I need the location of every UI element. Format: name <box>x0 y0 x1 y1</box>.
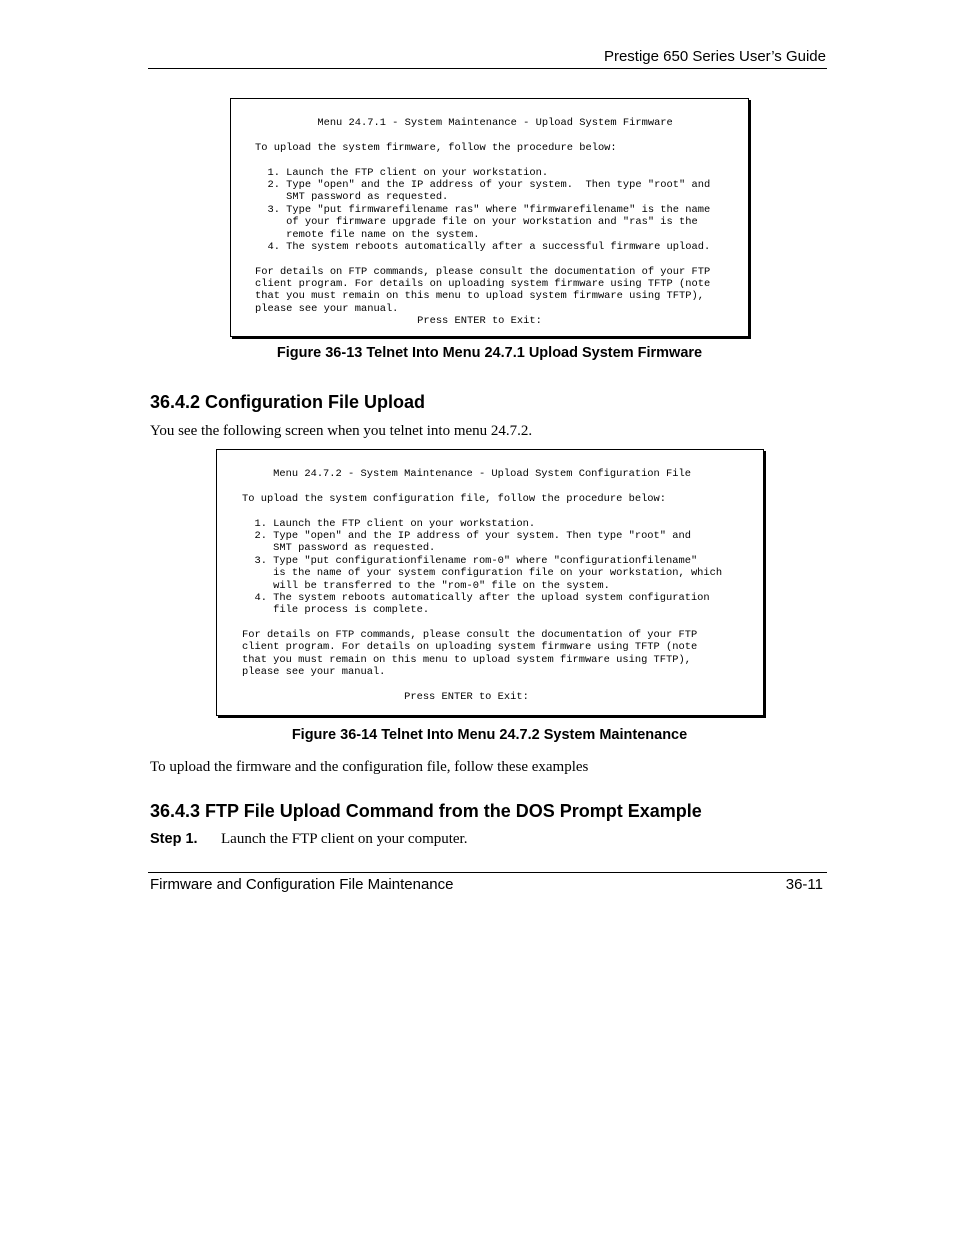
telnet-screen-menu-24-7-2 <box>216 449 764 716</box>
terminal-line: To upload the system configuration file, follow the procedure below: <box>242 492 667 505</box>
terminal-line <box>242 505 763 517</box>
terminal-line: Press ENTER to Exit: <box>242 691 529 704</box>
terminal-line <box>255 154 748 166</box>
terminal-line: Press ENTER to Exit: <box>255 315 542 328</box>
terminal-line: file process is complete. <box>242 604 430 617</box>
terminal-line <box>255 129 748 141</box>
terminal-line: 3. Type "put configurationfilename rom-0" where "configurationfilename" <box>242 554 698 567</box>
terminal-line: client program. For details on uploading system firmware using TFTP (note <box>242 641 698 654</box>
terminal-line: is the name of your system configuration file on your workstation, which <box>242 567 723 580</box>
terminal-line: 4. The system reboots automatically after a successful firmware upload. <box>255 240 711 253</box>
terminal-line: For details on FTP commands, please consult the documentation of your FTP <box>255 265 711 278</box>
terminal-line: of your firmware upgrade file on your workstation and "ras" is the <box>255 216 698 229</box>
terminal-line: will be transferred to the "rom-0" file on the system. <box>242 579 610 592</box>
terminal-line: SMT password as requested. <box>242 542 436 555</box>
terminal-line: SMT password as requested. <box>255 191 449 204</box>
terminal-line: remote file name on the system. <box>255 228 480 241</box>
terminal-line: please see your manual. <box>255 302 399 315</box>
figure-caption: Figure 36-14 Telnet Into Menu 24.7.2 System Maintenance <box>291 727 688 743</box>
telnet-screen-menu-24-7-1 <box>230 98 749 337</box>
page-header <box>148 46 827 69</box>
terminal-line: please see your manual. <box>242 666 386 679</box>
terminal-line: 1. Launch the FTP client on your workstation. <box>242 517 536 530</box>
terminal-line: client program. For details on uploading system firmware using TFTP (note <box>255 278 711 291</box>
step-label: Step 1. <box>150 831 198 847</box>
footer-chapter-title: Firmware and Configuration File Maintenance <box>150 876 454 893</box>
paragraph: You see the following screen when you telnet into menu 24.7.2. <box>150 423 533 439</box>
terminal-line: Menu 24.7.1 - System Maintenance - Upload System Firmware <box>255 117 673 129</box>
header-title: Prestige 650 Series User’s Guide <box>603 48 826 65</box>
figure-caption: Figure 36-13 Telnet Into Menu 24.7.1 Upload System Firmware <box>276 345 703 361</box>
footer-page-number: 36-11 <box>785 876 823 893</box>
step-item <box>150 831 467 848</box>
terminal-line: that you must remain on this menu to upload system firmware using TFTP), <box>242 653 691 666</box>
terminal-line: For details on FTP commands, please consult the documentation of your FTP <box>242 629 698 642</box>
terminal-line: Menu 24.7.2 - System Maintenance - Upload System Configuration File <box>242 468 691 480</box>
terminal-line <box>242 679 763 691</box>
section-heading: 36.4.2 Configuration File Upload <box>150 392 426 412</box>
terminal-line: that you must remain on this menu to upload system firmware using TFTP), <box>255 290 704 303</box>
terminal-line: 3. Type "put firmwarefilename ras" where "firmwarefilename" is the name <box>255 203 711 216</box>
section-heading: 36.4.3 FTP File Upload Command from the DOS Prompt Example <box>150 801 702 821</box>
step-text: Launch the FTP client on your computer. <box>221 831 468 847</box>
paragraph: To upload the firmware and the configuration file, follow these examples <box>150 759 589 775</box>
terminal-line <box>255 253 748 265</box>
terminal-line: 2. Type "open" and the IP address of your system. Then type "root" and <box>242 529 691 542</box>
terminal-line: To upload the system firmware, follow the procedure below: <box>255 141 617 154</box>
terminal-line: 1. Launch the FTP client on your workstation. <box>255 166 549 179</box>
terminal-line: 4. The system reboots automatically after the upload system configuration <box>242 591 710 604</box>
terminal-line <box>242 617 763 629</box>
terminal-line: 2. Type "open" and the IP address of your system. Then type "root" and <box>255 178 711 191</box>
page-footer <box>148 872 827 895</box>
terminal-line <box>242 480 763 492</box>
